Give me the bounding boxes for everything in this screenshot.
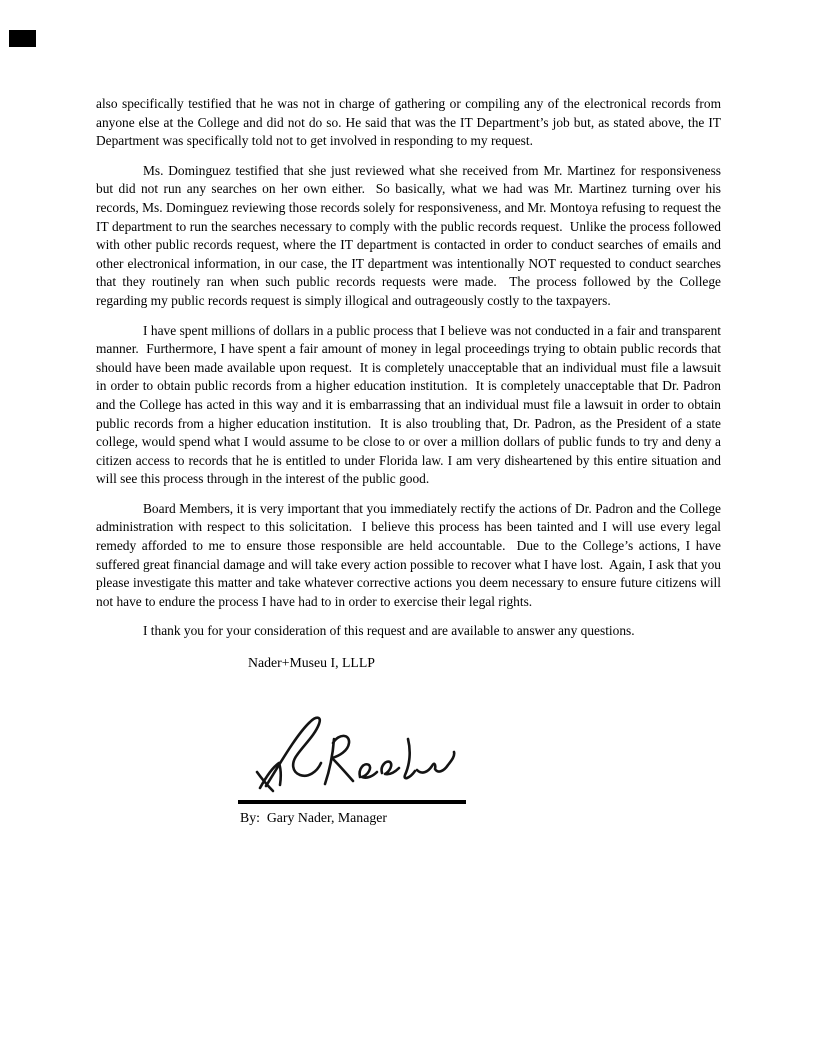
paragraph-5: I thank you for your consideration of this request and are available to answer any questions. — [143, 623, 635, 639]
paragraph-3: I have spent millions of dollars in a public process that I believe was not conducted in a fair and transparent manner. Furthermore, I have spent a fair amount of money in legal proceedings trying to obtain public records that should have been made available upon request. It is completely unacceptable that an individual must file a lawsuit in order to obtain public records from a higher education institution. It is completely unacceptable that Dr. Padron and the College has acted in this way and it is embarrassing that an individual must file a lawsuit in order to obtain public records from a higher education institution. It is also troubling that, Dr. Padron, as the President of a state college, would spend what I would assume to be close to or over a million dollars of public funds to try and deny a citizen access to records that he is entitled to under Florida law. I am very disheartened by this entire situation and will see this process through in the interest of the public good. — [96, 322, 725, 487]
signature-block — [238, 715, 478, 826]
letter-body — [96, 95, 725, 826]
paragraph-2: Ms. Dominguez testified that she just reviewed what she received from Mr. Martinez for responsiveness but did not run any searches on her own either. So basically, what we had was Mr. Martinez turning over his records, Ms. Dominguez reviewing those records solely for responsiveness, and Mr. Montoya refusing to request the IT department to run the searches necessary to comply with the public records request. Unlike the process followed with other public records request, where the IT department is contacted in order to conduct searches of emails and other electronical information, in our case, the IT department was intentionally NOT requested to conduct searches that they routinely ran when such public records requests were made. The process followed by the College regarding my public records request is simply illogical and outrageously costly to the taxpayers. — [96, 162, 725, 308]
signature-scrawl-icon — [254, 715, 459, 795]
firm-name-line: Nader+Museu I, LLLP — [248, 655, 375, 671]
paragraph-1: also specifically testified that he was not in charge of gathering or compiling any of the electronical records from anyone else at the College and did not do so. He said that was the IT Department’s job but, as stated above, the IT Department was specifically told not to get involved in responding to my request. — [96, 96, 725, 149]
scan-artifact-mark — [9, 30, 36, 47]
paragraph-4: Board Members, it is very important that you immediately rectify the actions of Dr. Padron and the College administration with respect to this solicitation. I believe this process has been tainted and I will use every legal remedy afforded to me to ensure those responsible are held accountable. Due to the College’s actions, I have suffered great financial damage and will take every action possible to recover what I have lost. Again, I ask that you please investigate this matter and take whatever corrective actions you deem necessary to ensure future citizens will not have to endure the process I have had to in order to exercise their legal rights. — [96, 500, 725, 609]
signature-rule — [238, 800, 466, 804]
signed-by-line: By: Gary Nader, Manager — [240, 809, 387, 825]
